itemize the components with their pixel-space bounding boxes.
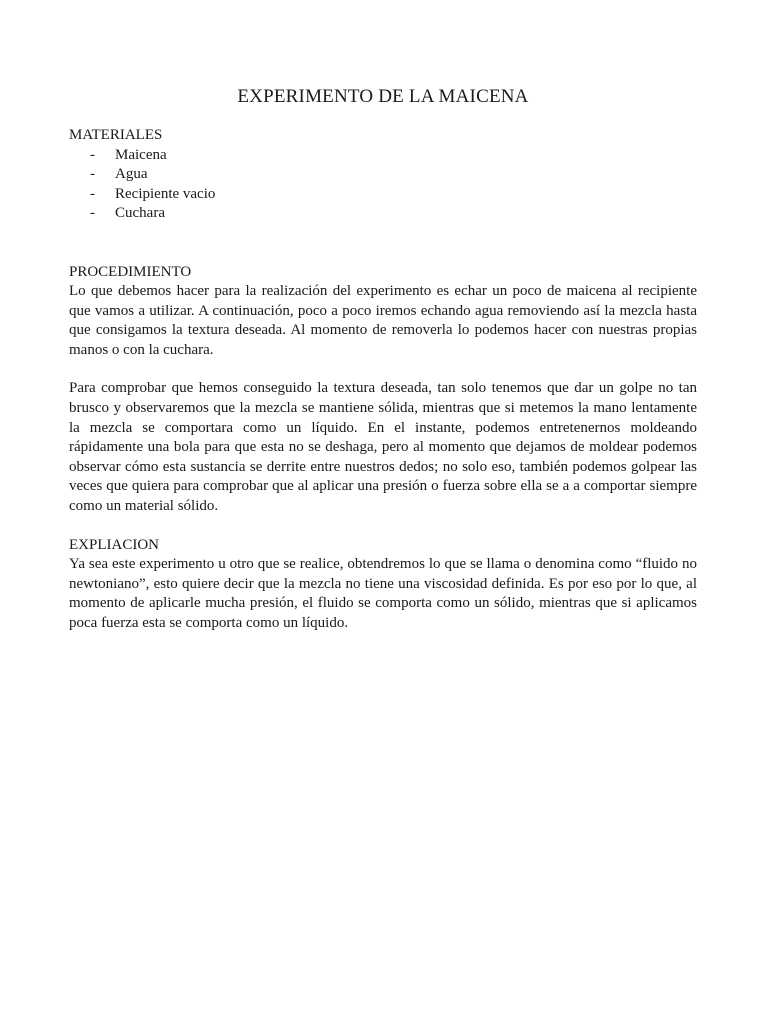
materials-section [69,126,697,224]
procedure-paragraph-1: Lo que debemos hacer para la realización del experimento es echar un poco de maicena al recipiente que vamos a utilizar. A continuación, poco a poco iremos echando agua removiendo así la mezcla hasta que consigamos la textura deseada. Al momento de removerla lo podemos hacer con nuestras propias manos o con la cuchara. [69,283,697,358]
list-item-label: Maicena [115,146,167,163]
document-title: EXPERIMENTO DE LA MAICENA [237,86,529,107]
explanation-paragraph: Ya sea este experimento u otro que se realice, obtendremos lo que se llama o denomina como “fluido no newtoniano”, esto quiere decir que la mezcla no tiene una viscosidad definida. Es por eso por lo que, al momento de aplicarle mucha presión, el fluido se comporta como un sólido, mientras que si aplicamos poca fuerza esta se comporta como un líquido. [69,556,697,631]
list-bullet: - [90,205,95,221]
explanation-heading: EXPLIACION [69,536,159,553]
list-bullet: - [90,166,95,182]
list-item-label: Cuchara [115,205,165,221]
paragraph-spacer [69,360,697,379]
document-page [69,84,697,633]
materials-list [69,146,697,224]
list-item-label: Recipiente vacio [115,185,216,202]
list-item [69,165,697,185]
section-spacer [69,517,697,536]
explanation-section [69,536,697,634]
list-item [69,185,697,205]
list-bullet: - [90,185,95,202]
list-item [69,146,697,166]
list-item-label: Agua [115,166,148,182]
procedure-heading: PROCEDIMIENTO [69,263,192,280]
list-item [69,204,697,224]
materials-heading: MATERIALES [69,127,163,143]
list-bullet: - [90,146,95,163]
section-spacer [69,224,697,263]
procedure-paragraph-2: Para comprobar que hemos conseguido la textura deseada, tan solo tenemos que dar un golpe no tan brusco y observaremos que la mezcla se mantiene sólida, mientras que si metemos la mano lentamente la mezcla se comportara como un líquido. En el instante, podemos entretenernos moldeando rápidamente una bola para que esta no se deshaga, pero al momento que dejamos de moldear podemos observar cómo esta sustancia se derrite entre nuestros dedos; no solo eso, también podemos golpear las veces que quiera para comprobar que al aplicar una presión o fuerza sobre ella se a a comportar siempre como un material sólido. [69,380,697,514]
procedure-section [69,263,697,517]
